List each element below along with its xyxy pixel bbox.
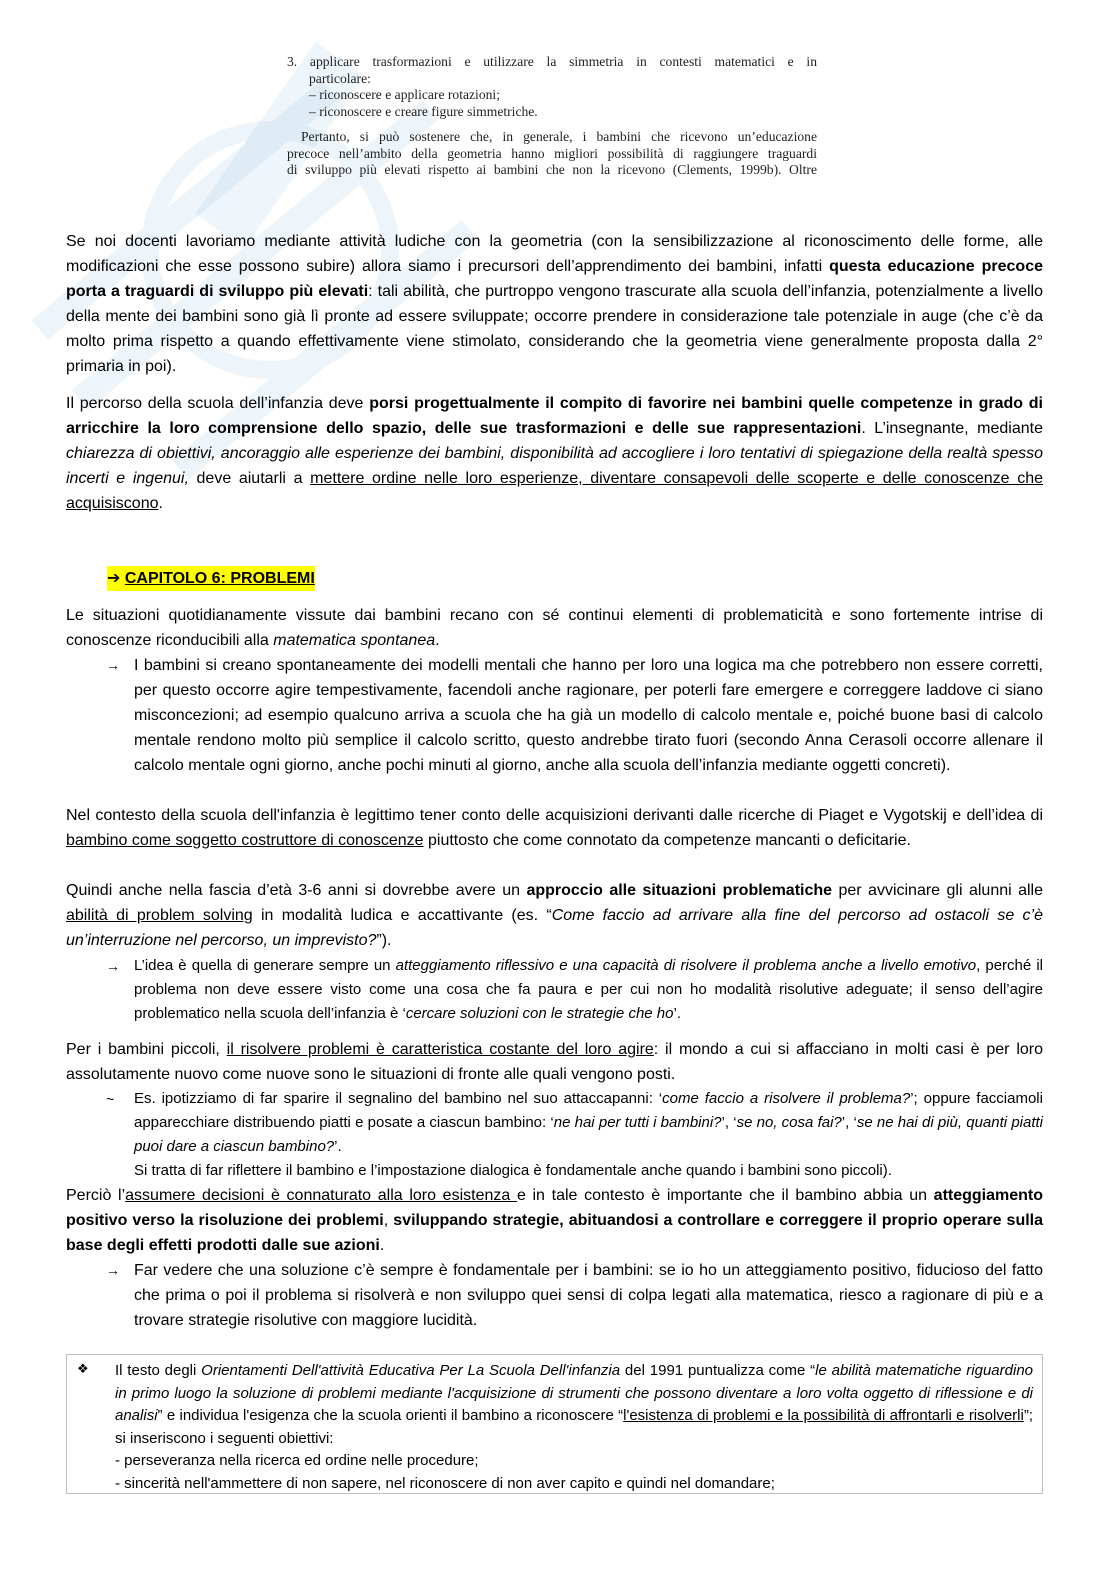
paragraph-infancy-school-path: Il percorso della scuola dell’infanzia deve porsi progettualmente il compito di favorire nei bambini quelle competenze in grado di arricchire la loro comprensione dello spazio, delle sue trasformazioni e delle sue rappresentazioni. L’insegnante, mediante chiarezza di obiettivi, ancoraggio alle esperienze dei bambini, disponibilità ad accogliere i loro tentativi di spiegazione della realtà spesso incerti e ingenui, deve aiutarli a mettere ordine nelle loro esperienze, diventare consapevoli delle scoperte e delle conoscenze che acquisiscono. <box>66 395 1043 512</box>
bullet-positive-attitude: → Far vedere che una soluzione c’è sempre è fondamentale per i bambini: se io ho un atteggiamento positivo, fiducioso del fatto che prima o poi il problema si risolverà e non sviluppo quei sensi di colpa legati alla matematica, riesco a ragionare di più e a trovare strategie risolutive con maggiore lucidità. <box>106 1258 1043 1333</box>
paragraph-decisions: Perciò l’assumere decisioni è connaturato alla loro esistenza e in tale contesto è importante che il bambino abbia un atteggiamento positivo verso la risoluzione dei problemi, sviluppando strategie, abituandosi a controllare e correggere il proprio operare sulla base degli effetti prodotti dalle sue azioni. <box>66 1187 1044 1254</box>
arrow-right-icon: ➔ <box>107 570 121 587</box>
chapter-title: CAPITOLO 6: PROBLEMI <box>124 570 315 587</box>
box-list-item: - sincerità nell'ammettere di non sapere, nel riconoscere di non aver capito e quindi nel domandare; <box>115 1474 775 1492</box>
paragraph-daily-situations: Le situazioni quotidianamente vissute dai bambini recano con sé continui elementi di problematicità e sono fortemente intrise di conoscenze riconducibili alla matematica spontanea. <box>66 607 1043 649</box>
bullet-example-coat-rack: ~ Es. ipotizziamo di far sparire il segnalino del bambino nel suo attaccapanni: ‘come faccio a risolvere il problema?’; oppure facciamoli apparecchiare distribuendo piatti e posate a ciascun bambino: ‘ne hai per tutti i bambini?’, ‘se no, cosa fai?’, ‘se ne hai di più, quanti piatti puoi dare a ciascun bambino?’. Si tratta di far riflettere il bambino e l’impostazione dialogica è fondamentale anche quando i bambini sono piccoli). <box>106 1087 1043 1183</box>
chapter-heading <box>107 566 315 591</box>
paragraph-piaget-vygotskij: Nel contesto della scuola dell'infanzia è legittimo tener conto delle acquisizioni derivanti dalle ricerche di Piaget e Vygotskij e dell’idea di bambino come soggetto costruttore di conoscenze piuttosto che come connotato da competenze mancanti o deficitarie. <box>66 807 1043 849</box>
excerpt-sub-item: – riconoscere e applicare rotazioni; <box>309 87 500 102</box>
bullet-mental-models: → I bambini si creano spontaneamente dei modelli mentali che hanno per loro una logica ma che potrebbero non essere corretti, per questo occorre agire tempestivamente, facendoli anche ragionare, per poterli fare emergere e correggere laddove ci siano misconcezioni; ad esempio qualcuno arriva a scuola che ha già un modello di calcolo mentale e, poiché buone basi di calcolo mentale rendono molto più semplice il calcolo scritto, questo andrebbe tirato fuori (secondo Anna Cerasoli occorre allenare il calcolo mentale ogni giorno, anche pochi minuti al giorno, anche alla scuola dell’infanzia mediante oggetti concreti). <box>106 653 1043 778</box>
bullet-reflective-attitude: → L’idea è quella di generare sempre un atteggiamento riflessivo e una capacità di risolvere il problema anche a livello emotivo, perché il problema non deve essere visto come una cosa che fa paura e per cui non ho modalità risolutive adeguate; il senso dell’agire problematico nella scuola dell’infanzia è ‘cercare soluzioni con le strategie che ho’. <box>106 954 1043 1026</box>
paragraph-problem-solving: Quindi anche nella fascia d’età 3-6 anni si dovrebbe avere un approccio alle situazioni problematiche per avvicinare gli alunni alle abilità di problem solving in modalità ludica e accattivante (es. “Come faccio ad arrivare alla fine del percorso ad ostacoli se c’è un’interruzione nel percorso, un imprevisto?”). <box>66 882 1044 949</box>
scanned-book-excerpt <box>287 54 817 202</box>
excerpt-list-item-cont: particolare: <box>309 70 371 86</box>
excerpt-line: precoce nell’ambito della geometria hanno migliori possibilità di raggiungere traguardi <box>287 145 817 161</box>
paragraph-small-children: Per i bambini piccoli, il risolvere problemi è caratteristica costante del loro agire: il mondo a cui si affacciano in molti casi è per loro assolutamente nuovo come nuove sono le situazioni di fronte alle quali vengono posti. <box>66 1041 1044 1083</box>
excerpt-sub-item: – riconoscere e creare figure simmetriche. <box>309 103 538 119</box>
paragraph-geometry-activities: Se noi docenti lavoriamo mediante attività ludiche con la geometria (con la sensibilizzazione al riconoscimento delle forme, alle modificazioni che esse possono subire) allora siamo i precursori dell’apprendimento dei bambini, infatti questa educazione precoce porta a traguardi di sviluppo più elevati: tali abilità, che purtroppo vengono trascurate alla scuola dell’infanzia, potenzialmente a livello della mente dei bambini sono già lì pronte ad essere sviluppate; occorre prendere in considerazione tale potenziale in auge (che c’è da molto prima rispetto a quando effettivamente viene stimolato, considerando che la geometria viene generalmente proposta dalla 2° primaria in poi). <box>66 233 1044 375</box>
box-content <box>115 1360 1033 1495</box>
orientamenti-box <box>66 1354 1043 1494</box>
excerpt-list-item: 3. applicare trasformazioni e utilizzare la simmetria in contesti matematici e in <box>287 54 817 69</box>
excerpt-line: Pertanto, si può sostenere che, in generale, i bambini che ricevono un’educazione <box>301 129 817 144</box>
box-paragraph: Il testo degli Orientamenti Dell'attività Educativa Per La Scuola Dell'infanzia del 1991 puntualizza come “le abilità matematiche riguardino in primo luogo la soluzione di problemi mediante l'acquisizione di strumenti che possono diventare a loro volta oggetto di riflessione e di analisi” e individua l'esigenza che la scuola orienti il bambino a riconoscere “l'esistenza di problemi e la possibilità di affrontarli e risolverli”; si inseriscono i seguenti obiettivi: <box>115 1362 1033 1447</box>
excerpt-line: di sviluppo più elevati rispetto ai bambini che non la ricevono (Clements, 1999b). Oltre <box>287 162 817 177</box>
arrow-bullet-icon: → <box>106 1262 120 1278</box>
tilde-bullet-icon: ~ <box>106 1091 115 1107</box>
arrow-bullet-icon: → <box>106 657 120 673</box>
box-list-item: - perseveranza nella ricerca ed ordine nelle procedure; <box>115 1452 479 1469</box>
diamond-bullet-icon: ❖ <box>77 1361 89 1376</box>
arrow-bullet-icon: → <box>106 958 120 974</box>
